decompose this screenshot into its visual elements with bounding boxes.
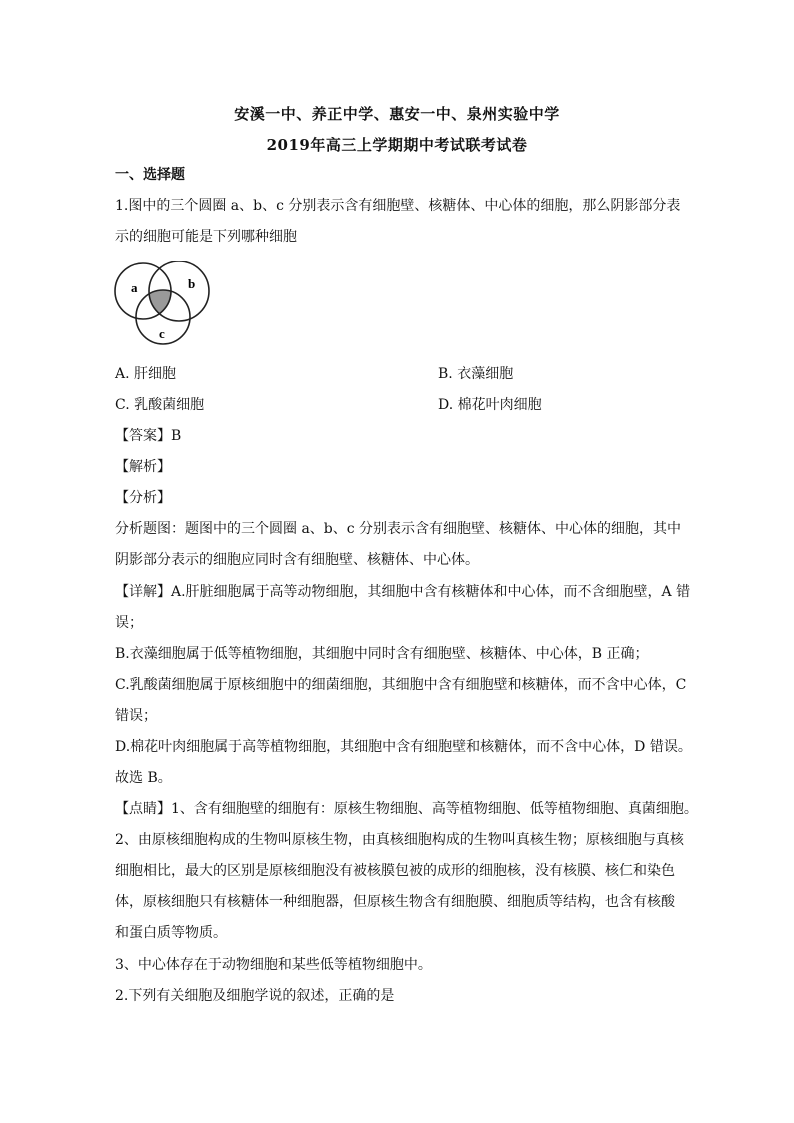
- question-stem-line: 2.下列有关细胞及细胞学说的叙述，正确的是: [115, 988, 395, 1004]
- question-stem-line: 示的细胞可能是下列哪种细胞: [115, 229, 297, 245]
- point-line: 和蛋白质等物质。: [115, 925, 227, 941]
- detail-line: C.乳酸菌细胞属于原核细胞中的细菌细胞，其细胞中含有细胞壁和核糖体，而不含中心体，C: [115, 677, 687, 693]
- fenxi-line: 阴影部分表示的细胞应同时含有细胞壁、核糖体、中心体。: [115, 552, 479, 568]
- question-stem-line: 1.图中的三个圆圈 a、b、c 分别表示含有细胞壁、核糖体、中心体的细胞，那么阴影部分表: [115, 198, 681, 214]
- venn-diagram: [113, 261, 215, 345]
- fenxi-line: 分析题图：题图中的三个圆圈 a、b、c 分别表示含有细胞壁、核糖体、中心体的细胞，其中: [115, 521, 682, 537]
- detail-line: 错误；: [115, 708, 157, 724]
- detail-line: B.衣藻细胞属于低等植物细胞，其细胞中同时含有细胞壁、核糖体、中心体，B 正确；: [115, 646, 649, 662]
- detail-line: 【详解】A.肝脏细胞属于高等动物细胞，其细胞中含有核糖体和中心体，而不含细胞壁，A 错: [115, 584, 691, 600]
- exam-title-line2: 2019年高三上学期期中考试联考试卷: [266, 136, 528, 154]
- point-line: 3、中心体存在于动物细胞和某些低等植物细胞中。: [115, 957, 432, 973]
- venn-label-c: c: [159, 326, 165, 341]
- answer-label: 【答案】B: [115, 428, 182, 444]
- option-a: A. 肝细胞: [115, 366, 177, 382]
- point-line: 2、由原核细胞构成的生物叫原核生物，由真核细胞构成的生物叫真核生物；原核细胞与真核: [115, 832, 684, 848]
- venn-label-a: a: [131, 280, 138, 295]
- venn-label-b: b: [188, 276, 196, 291]
- section-heading: 一、选择题: [115, 167, 185, 183]
- analysis-label: 【解析】: [115, 459, 171, 475]
- fenxi-heading: 【分析】: [115, 490, 171, 506]
- option-b: B. 衣藻细胞: [438, 366, 514, 382]
- point-line: 体，原核细胞只有核糖体一种细胞器，但原核生物含有细胞膜、细胞质等结构，也含有核酸: [115, 894, 675, 910]
- detail-line: D.棉花叶肉细胞属于高等植物细胞，其细胞中含有细胞壁和核糖体，而不含中心体，D 错误。: [115, 739, 692, 755]
- option-c: C. 乳酸菌细胞: [115, 397, 205, 413]
- point-line: 【点睛】1、含有细胞壁的细胞有：原核生物细胞、高等植物细胞、低等植物细胞、真菌细胞。: [115, 801, 698, 817]
- option-d: D. 棉花叶肉细胞: [438, 397, 542, 413]
- exam-title-line1: 安溪一中、养正中学、惠安一中、泉州实验中学: [234, 105, 560, 123]
- detail-line: 故选 B。: [115, 770, 172, 786]
- point-line: 细胞相比，最大的区别是原核细胞没有被核膜包被的成形的细胞核，没有核膜、核仁和染色: [115, 863, 675, 879]
- detail-line: 误；: [115, 615, 143, 631]
